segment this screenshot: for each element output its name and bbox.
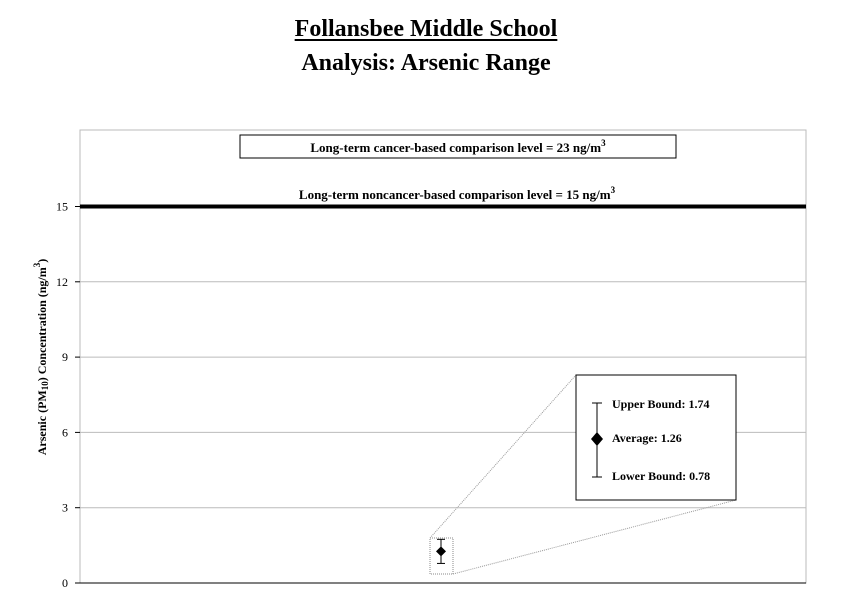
y-tick-labels [56,200,80,591]
zoom-connector-top [430,375,576,538]
average-marker [436,546,446,556]
legend-upper-label: Upper Bound: 1.74 [612,397,710,411]
y-tick-label-12: 12 [56,274,68,289]
y-tick-label-9: 9 [62,350,68,365]
legend-average-label: Average: 1.26 [612,431,682,445]
legend-lower-label: Lower Bound: 0.78 [612,469,711,483]
noncancer-reference-label: Long-term noncancer-based comparison level = 15 $ng/m^3$ [298,185,616,202]
y-axis-label: Arsenic (PM10) Concentration $(ng/m^3)$ [32,258,50,456]
chart-title: Follansbee Middle School [294,16,558,42]
y-tick-label-6: 6 [62,425,68,440]
y-tick-label-15: 15 [56,199,68,214]
chart-subtitle: Analysis: Arsenic Range [301,50,551,76]
zoom-connector-bottom [453,500,736,574]
y-tick-label-0: 0 [62,576,68,590]
y-tick-label-3: 3 [62,500,68,515]
cancer-reference-label: Long-term cancer-based comparison level = 23 $ng/m^3$ [310,138,606,155]
